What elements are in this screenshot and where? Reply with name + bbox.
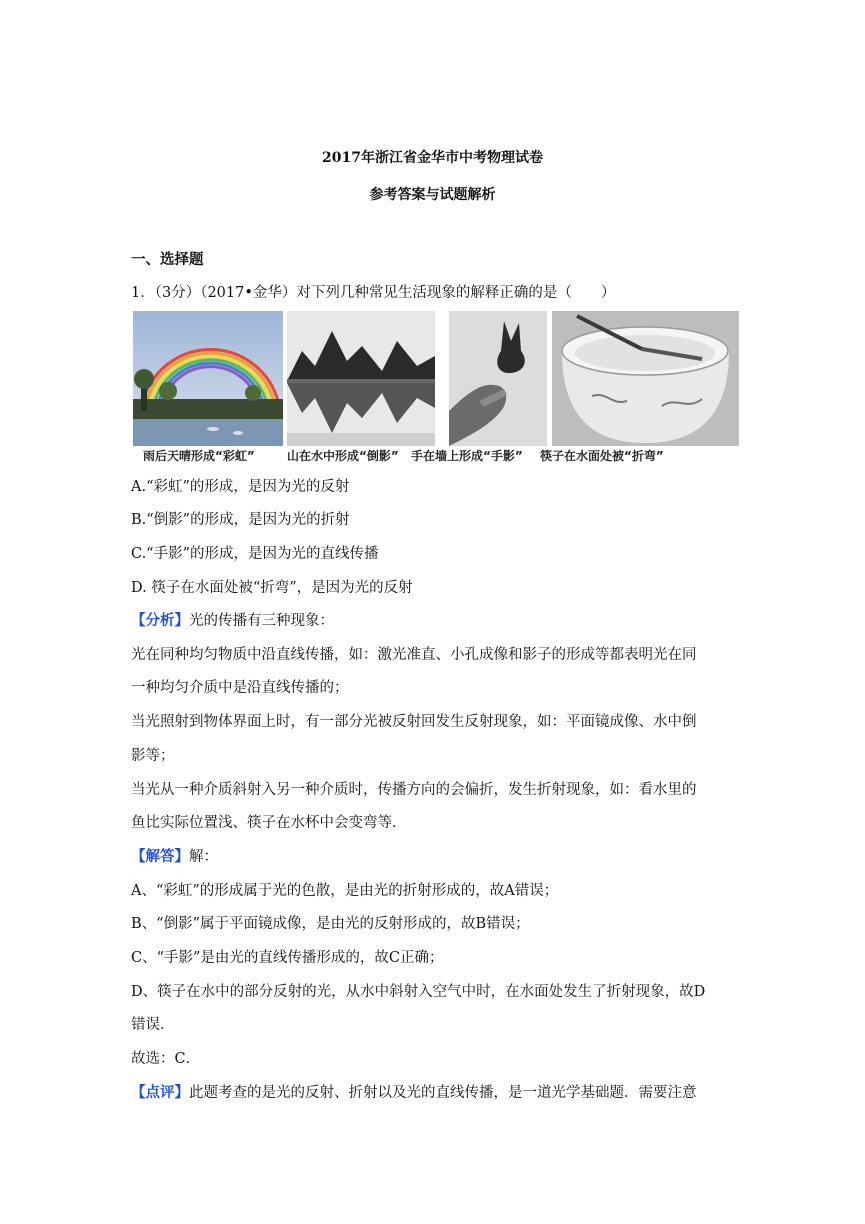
- caption-hand-shadow: 手在墙上形成“手影”: [411, 449, 523, 463]
- question-figure: [133, 311, 739, 446]
- caption-rainbow: 雨后天晴形成“彩虹”: [143, 449, 255, 463]
- answer-header: [131, 847, 741, 867]
- page-subtitle: 参考答案与试题解析: [369, 187, 496, 203]
- analysis-line: 光在同种均匀物质中沿直线传播，如：激光准直、小孔成像和影子的形成等都表明光在同: [131, 647, 697, 663]
- analysis-line: 影等；: [131, 748, 175, 764]
- chopstick-bowl-photo: [552, 311, 739, 446]
- answer-line: A、“彩虹”的形成属于光的色散，是由光的折射形成的，故A错误；: [131, 883, 559, 899]
- comment-line: [131, 1083, 741, 1103]
- option-c: C.“手影”的形成，是因为光的直线传播: [131, 546, 379, 562]
- caption-chopstick: 筷子在水面处被“折弯”: [540, 449, 664, 463]
- section-heading: 一、选择题: [131, 251, 204, 268]
- analysis-line: 当光照射到物体界面上时，有一部分光被反射回发生反射现象，如：平面镜成像、水中倒: [131, 714, 697, 730]
- option-a: A.“彩虹”的形成，是因为光的反射: [131, 479, 350, 495]
- analysis-line: 当光从一种介质斜射入另一种介质时，传播方向的会偏折，发生折射现象，如：看水里的: [131, 782, 697, 798]
- analysis-line: 一种均匀介质中是沿直线传播的；: [131, 680, 349, 696]
- answer-line: C、“手影”是由光的直线传播形成的，故C正确；: [131, 950, 444, 966]
- comment-label: 【点评】: [131, 1084, 189, 1101]
- answer-intro: 解：: [189, 849, 218, 865]
- analysis-line: 鱼比实际位置浅、筷子在水杯中会变弯等．: [131, 815, 407, 831]
- caption-reflection: 山在水中形成“倒影”: [287, 449, 399, 463]
- analysis-label: 【分析】: [131, 612, 189, 629]
- comment-text: 此题考查的是光的反射、折射以及光的直线传播，是一道光学基础题．需要注意: [189, 1085, 697, 1101]
- answer-line: 错误．: [131, 1017, 175, 1033]
- answer-line: 故选：C．: [131, 1051, 201, 1067]
- answer-label: 【解答】: [131, 848, 189, 865]
- hand-shadow-photo: [449, 311, 547, 446]
- option-b: B.“倒影”的形成，是因为光的折射: [131, 512, 350, 528]
- option-d: D. 筷子在水面处被“折弯”，是因为光的反射: [131, 580, 413, 596]
- answer-line: B、“倒影”属于平面镜成像，是由光的反射形成的，故B错误；: [131, 916, 530, 932]
- analysis-intro: 光的传播有三种现象：: [189, 613, 334, 629]
- question-stem: 1．（3分）（2017•金华）对下列几种常见生活现象的解释正确的是（ ）: [131, 285, 616, 301]
- rainbow-photo: [133, 311, 283, 446]
- analysis-header: [131, 611, 741, 631]
- figure-captions: [133, 447, 739, 469]
- answer-line: D、筷子在水中的部分反射的光，从水中斜射入空气中时，在水面处发生了折射现象，故D: [131, 984, 706, 1000]
- page-title: 2017年浙江省金华市中考物理试卷: [322, 150, 543, 166]
- reflection-photo: [287, 311, 435, 446]
